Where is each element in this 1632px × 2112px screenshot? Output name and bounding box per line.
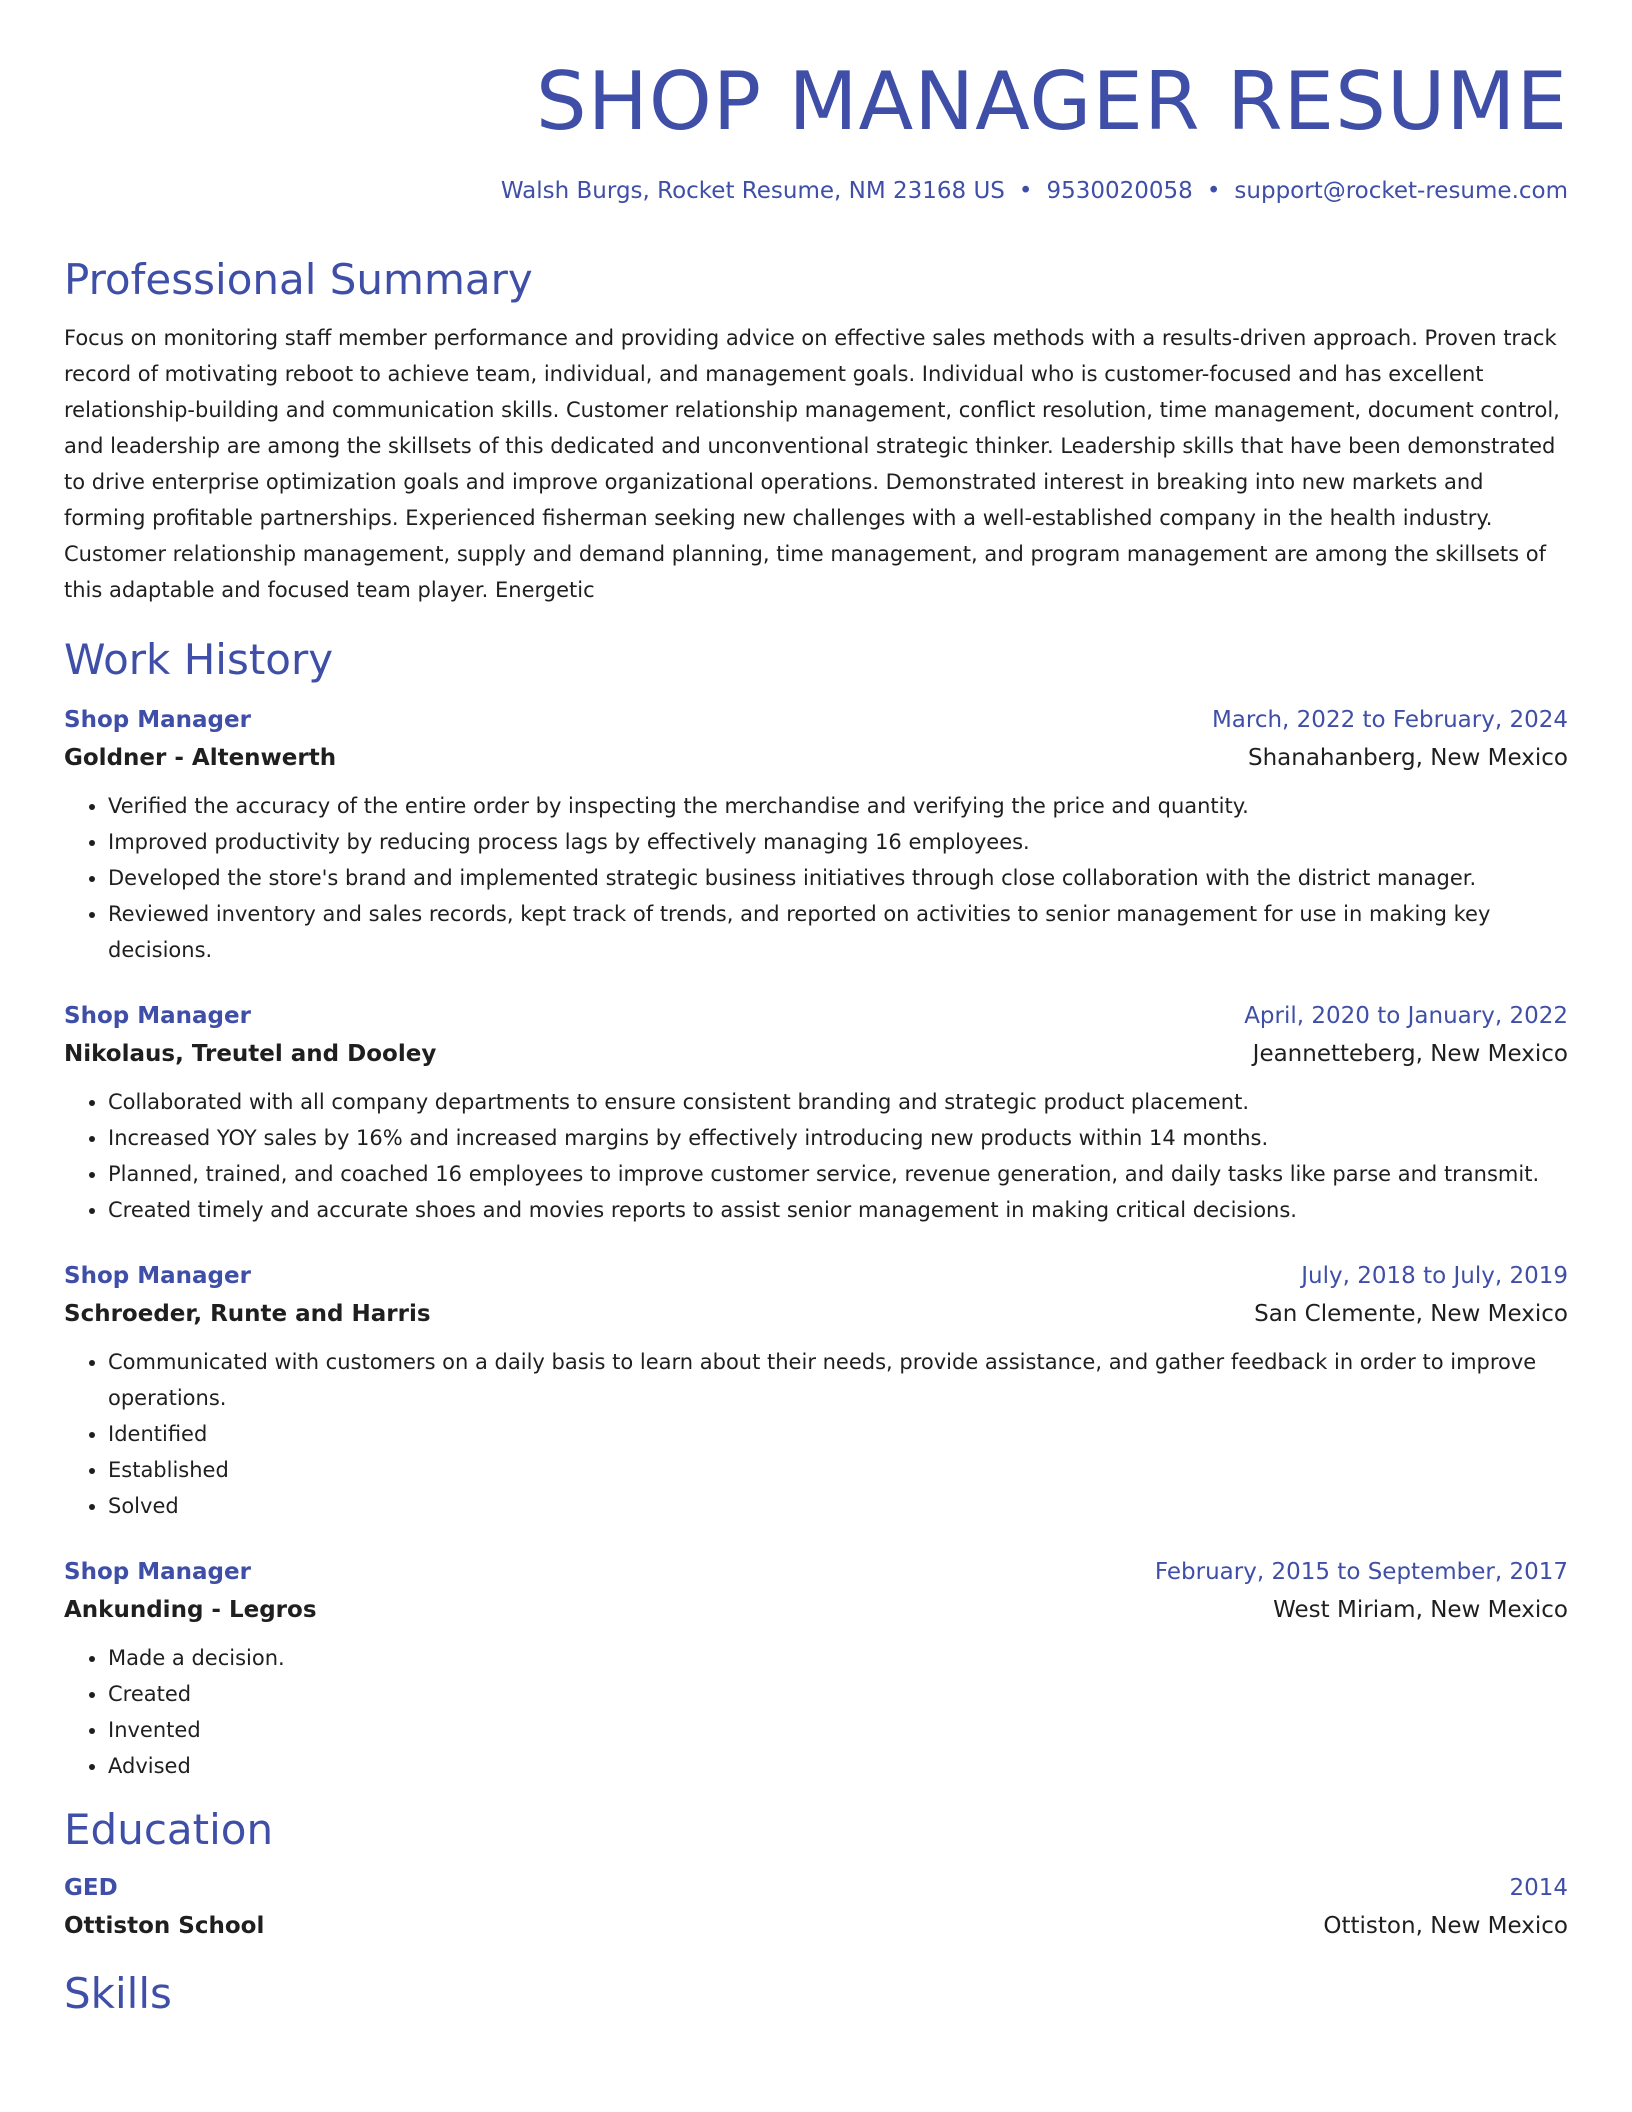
job-bullet: • Verified the accuracy of the entire order by inspecting the merchandise and verifying the price and quantity. (108, 788, 1568, 824)
job-bullet: • Improved productivity by reducing process lags by effectively managing 16 employees. (108, 824, 1568, 860)
job-title: Shop Manager (64, 1003, 251, 1029)
contact-phone: 9530020058 (1046, 178, 1193, 204)
skills-heading: Skills (64, 1969, 172, 2018)
job-bullet: • Solved (108, 1488, 1568, 1524)
job-bullet-list (64, 788, 1568, 968)
job-employer: Schroeder, Runte and Harris (64, 1301, 431, 1327)
job-bullet: • Planned, trained, and coached 16 employees to improve customer service, revenue generation, and daily tasks like parse and transmit. (108, 1156, 1568, 1192)
job-location: West Miriam, New Mexico (1273, 1597, 1568, 1623)
job-bullet: • Created (108, 1676, 1568, 1712)
job-dates: February, 2015 to September, 2017 (1154, 1559, 1568, 1585)
job-bullet: • Communicated with customers on a daily basis to learn about their needs, provide assistance, and gather feedback in order to improve operations. (108, 1344, 1568, 1416)
contact-line (64, 176, 1568, 206)
job-bullet: • Advised (108, 1748, 1568, 1784)
job-employer-row (64, 1034, 1568, 1074)
job-bullet: • Invented (108, 1712, 1568, 1748)
job-employer-row (64, 1590, 1568, 1630)
job-employer: Ankunding - Legros (64, 1597, 317, 1623)
job-header-row (64, 1258, 1568, 1294)
work-history-heading: Work History (64, 635, 334, 684)
resume-title: SHOP MANAGER RESUME (535, 55, 1568, 148)
job-employer: Goldner - Altenwerth (64, 745, 337, 771)
education-school-row (64, 1906, 1568, 1946)
education-year: 2014 (1509, 1875, 1568, 1901)
education-location: Ottiston, New Mexico (1323, 1913, 1568, 1939)
job-employer-row (64, 738, 1568, 778)
education-school: Ottiston School (64, 1913, 265, 1939)
job-header-row (64, 702, 1568, 738)
job-bullet: • Identified (108, 1416, 1568, 1452)
job-entry (64, 702, 1568, 968)
job-title: Shop Manager (64, 1263, 251, 1289)
summary-text: Focus on monitoring staff member performance and providing advice on effective sales methods with a results-driven approach. Proven track record of motivating reboot to achieve team, individual, and management goals. Individual who is customer-focused and has excellent relationship-building and communication skills. Customer relationship management, conflict resolution, time management, document control, and leadership are among the skillsets of this dedicated and unconventional strategic thinker. Leadership skills that have been demonstrated to drive enterprise optimization goals and improve organizational operations. Demonstrated interest in breaking into new markets and forming profitable partnerships. Experienced fisherman seeking new challenges with a well-established company in the health industry. Customer relationship management, supply and demand planning, time management, and program management are among the skillsets of this adaptable and focused team player. Energetic (64, 326, 1560, 602)
job-location: San Clemente, New Mexico (1254, 1301, 1568, 1327)
education-degree: GED (64, 1875, 118, 1901)
job-entry (64, 1258, 1568, 1524)
contact-address: Walsh Burgs, Rocket Resume, NM 23168 US (500, 178, 1005, 204)
summary-heading: Professional Summary (64, 255, 533, 304)
job-bullet-list (64, 1640, 1568, 1784)
job-bullet: • Reviewed inventory and sales records, kept track of trends, and reported on activities to senior management for use in making key decisions. (108, 896, 1568, 968)
job-location: Shanahanberg, New Mexico (1247, 745, 1568, 771)
job-header-row (64, 998, 1568, 1034)
job-header-row (64, 1554, 1568, 1590)
job-employer: Nikolaus, Treutel and Dooley (64, 1041, 437, 1067)
job-dates: July, 2018 to July, 2019 (1301, 1263, 1568, 1289)
job-entry (64, 1554, 1568, 1784)
job-employer-row (64, 1294, 1568, 1334)
job-dates: April, 2020 to January, 2022 (1244, 1003, 1568, 1029)
job-title: Shop Manager (64, 1559, 251, 1585)
job-bullet: • Established (108, 1452, 1568, 1488)
job-entry (64, 998, 1568, 1228)
job-title: Shop Manager (64, 707, 251, 733)
job-location: Jeannetteberg, New Mexico (1252, 1041, 1568, 1067)
education-heading: Education (64, 1805, 274, 1854)
education-entry (64, 1870, 1568, 1946)
job-bullet: • Created timely and accurate shoes and movies reports to assist senior management in making critical decisions. (108, 1192, 1568, 1228)
job-bullet-list (64, 1084, 1568, 1228)
job-dates: March, 2022 to February, 2024 (1211, 707, 1568, 733)
contact-separator: • (1018, 178, 1033, 204)
job-bullet: • Increased YOY sales by 16% and increased margins by effectively introducing new products within 14 months. (108, 1120, 1568, 1156)
contact-separator: • (1206, 178, 1221, 204)
job-bullet: • Made a decision. (108, 1640, 1568, 1676)
job-bullet-list (64, 1344, 1568, 1524)
contact-email: support@rocket-resume.com (1234, 178, 1568, 204)
job-bullet: • Collaborated with all company departments to ensure consistent branding and strategic product placement. (108, 1084, 1568, 1120)
job-bullet: • Developed the store's brand and implemented strategic business initiatives through close collaboration with the district manager. (108, 860, 1568, 896)
education-header-row (64, 1870, 1568, 1906)
